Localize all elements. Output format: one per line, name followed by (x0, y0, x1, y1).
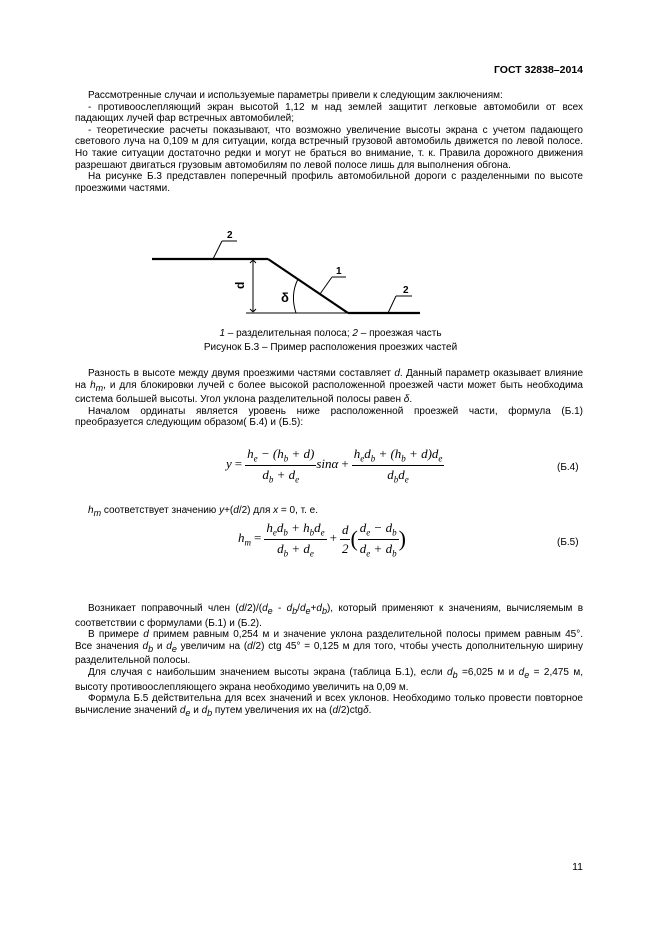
page-number: 11 (572, 861, 583, 873)
formula-b5: $h_m$ = $\frac{h_ed_b + h_bd_e}{d_b + d_e}$ + $\frac{d}{2}$ ( $\frac{d_e - d_b}{d_e + d_b}$ ) (238, 520, 406, 559)
paragraph: - теоретические расчеты показывают, что возможно увеличение высоты экрана с учетом падающего светового луча на 0,109 м для ситуации, когда встречный грузовой автомобиль движется по левой полосе. Но такие ситуации достаточно редки и могут не браться во внимание, т. к. Правила дорожного движения разрешают двигаться грузовым автомобилям по левой полосе лишь для выполнения обгона. (75, 124, 583, 171)
leader-2-right (388, 296, 396, 313)
paragraph: Разность в высоте между двумя проезжими частями составляет d. Данный параметр оказывает влияние на $h_m$, и для блокировки лучей с более высокой расположенной проезжей части может быть необходима система большей высоты. Угол уклона разделительной полосы равен δ. (75, 368, 584, 406)
label-delta: δ (281, 290, 289, 305)
paragraph: Рассмотренные случаи и используемые параметры привели к следующим заключениям: (88, 90, 503, 101)
formula-b4: y = $\frac{h_e - (h_b + d)}{d_b + d_e}$ sinα + $\frac{h_ed_b + (h_b + d)d_e}{d_bd_e}$ (226, 446, 443, 485)
body-text-2 (75, 505, 583, 520)
label-2-right: 2 (403, 285, 409, 296)
body-text-1 (75, 368, 583, 429)
label-d: d (233, 281, 247, 289)
formula-b4-number: (Б.4) (557, 462, 579, 473)
figure-legend: 1 – разделительная полоса; 2 – проезжая часть (219, 328, 442, 339)
document-code: ГОСТ 32838–2014 (493, 64, 583, 76)
body-text-3 (75, 603, 583, 719)
paragraph: Формула Б.5 действительна для всех значений и всех уклонов. Необходимо только провести повторное вычисление значений $d_e$ и $d_b$ путем увеличения их на (d/2)ctgδ. (75, 693, 583, 718)
figure-caption: Рисунок Б.3 – Пример расположения проезжих частей (203, 342, 458, 353)
angle-arc (293, 279, 298, 313)
paragraph: В примере d примем равным 0,254 м и значение уклона разделительной полосы примем равным 45°. Все значения $d_b$ и $d_e$ увеличим на (d/2) ctg 45° = 0,125 м для того, чтобы учесть дополнительную ширину разделительной полосы. (75, 629, 583, 667)
leader-2-top (213, 241, 222, 259)
label-1: 1 (336, 266, 342, 277)
formula-b5-number: (Б.5) (557, 537, 579, 548)
paragraph: Началом ординаты является уровень ниже расположенной проезжей части, формула (Б.1) преобразуется следующим образом( Б.4) и (Б.5): (75, 405, 583, 429)
label-2-top: 2 (227, 230, 233, 241)
paragraph: $h_m$ соответствует значению y+(d/2) для x = 0, т. е. (88, 505, 319, 518)
leader-1 (320, 277, 332, 294)
paragraph: Для случая с наибольшим значением высоты экрана (таблица Б.1), если $d_b =6,025$ м и $d_e = 2,475$ м, высоту противоослепляющего экрана необходимо увеличить на 0,09 м. (75, 666, 583, 693)
paragraph: На рисунке Б.3 представлен поперечный профиль автомобильной дороги с разделенными по высоте проезжими частями. (75, 171, 583, 194)
paragraph: Возникает поправочный член $(d/2)/(d_e - d_b/d_e+d_b)$, который применяют к значениям, вычисляемым в соответствии с формулами (Б.1) и (Б.2). (75, 603, 584, 629)
road-profile-figure (0, 0, 661, 340)
paragraph: - противоослепляющий экран высотой 1,12 м над землей защитит легковые автомобили от всех падающих лучей фар встречных автомобилей; (75, 101, 583, 125)
